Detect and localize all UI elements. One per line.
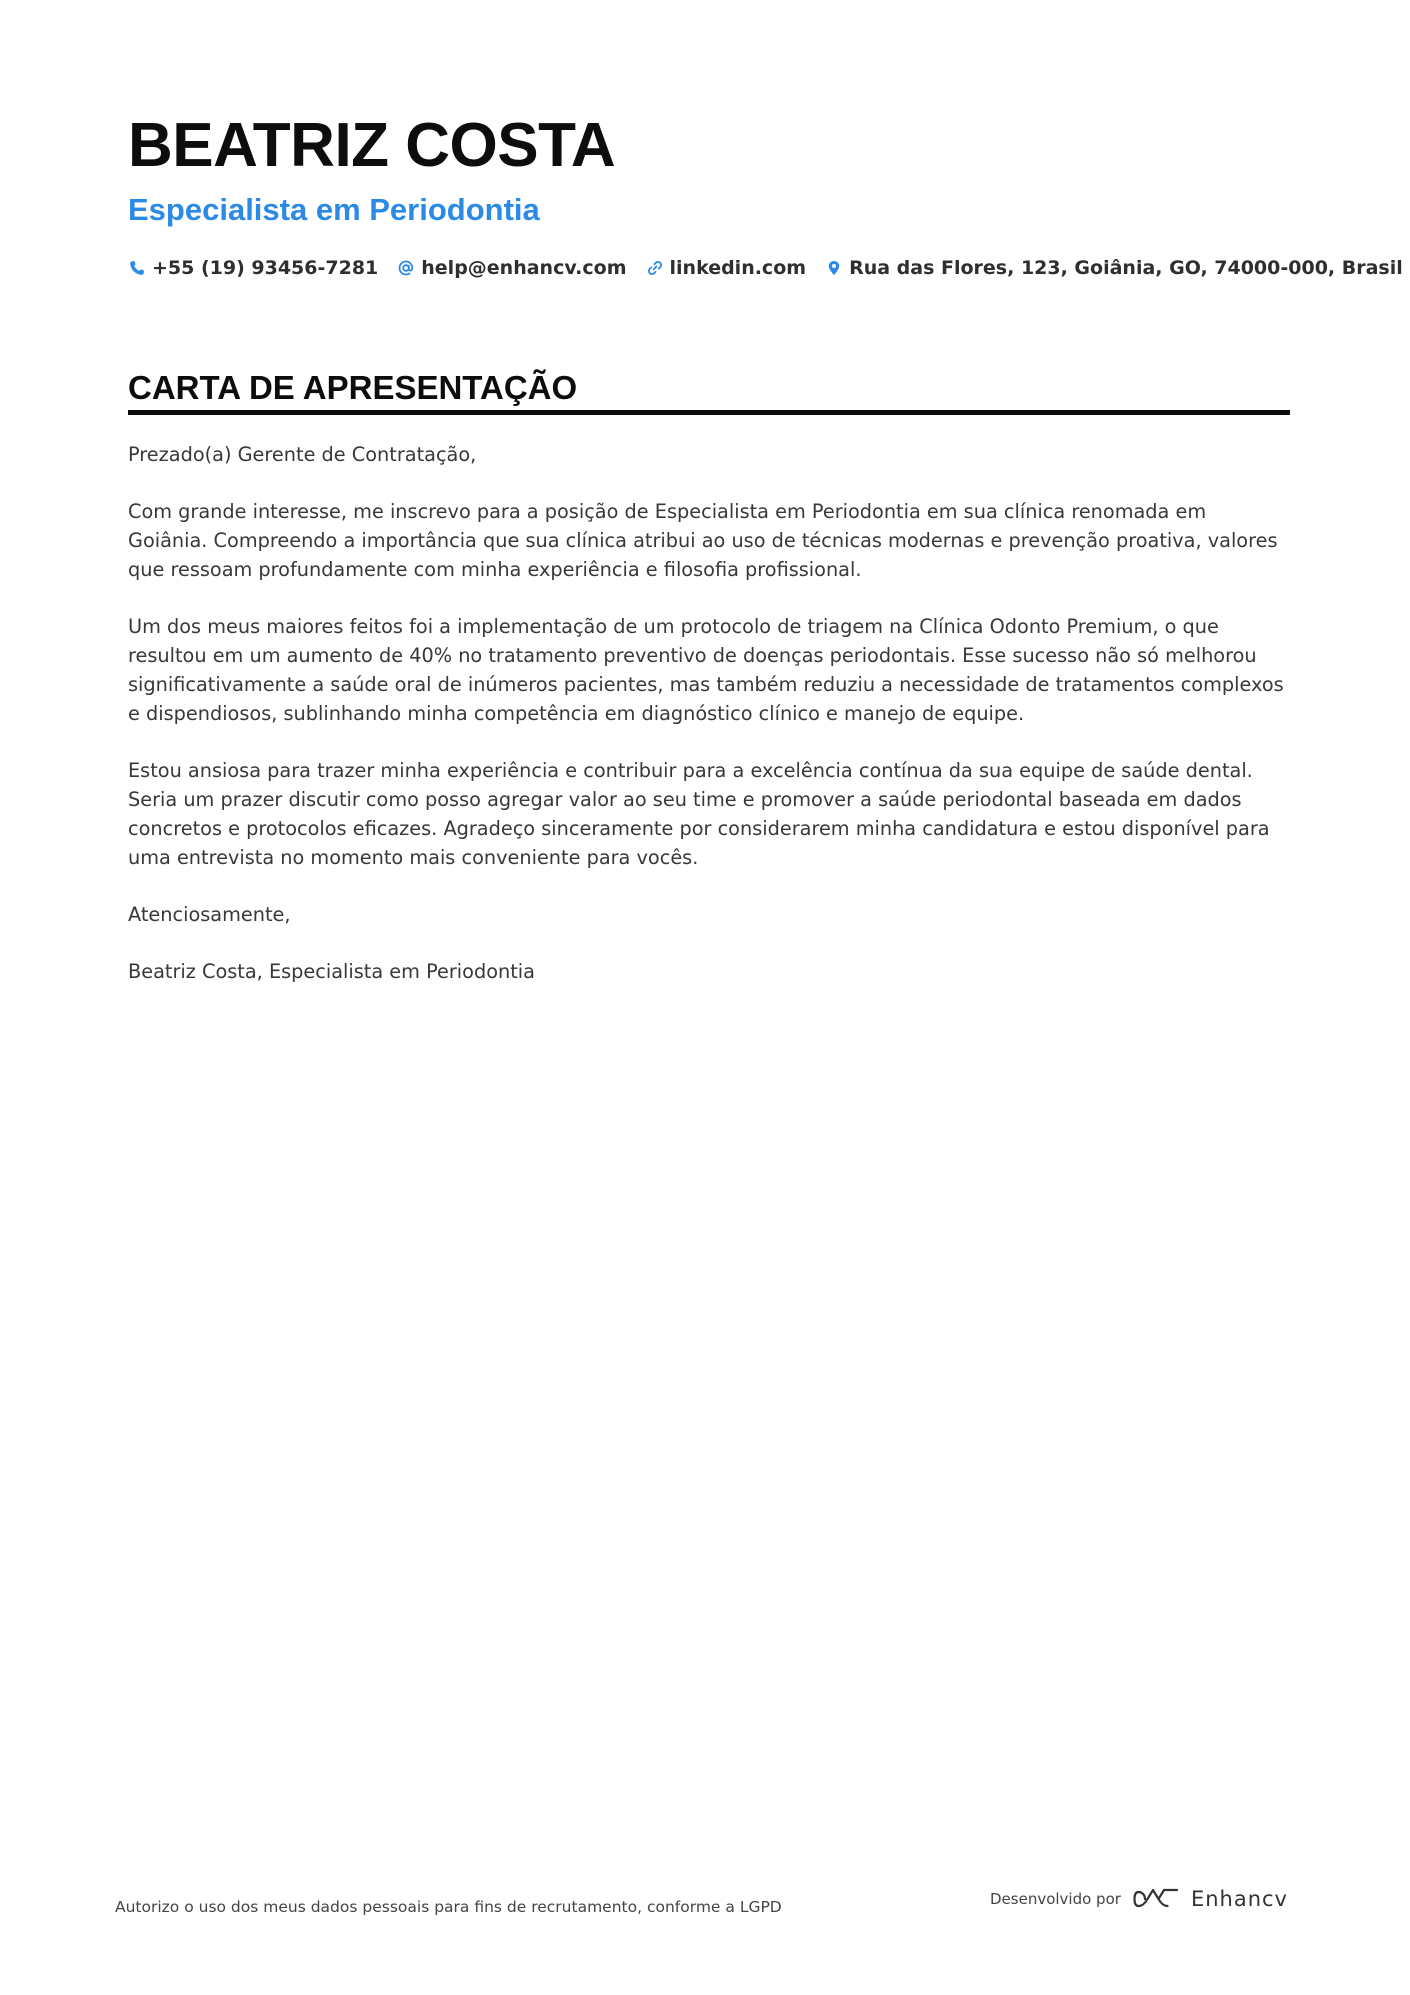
contact-address [825,254,1403,282]
enhancv-brand-name: Enhancv [1190,1887,1288,1911]
powered-by[interactable] [990,1886,1288,1912]
contact-address-text: Rua das Flores, 123, Goiânia, GO, 74000-000, Brasil [849,257,1403,279]
at-icon [397,259,415,277]
powered-by-label: Desenvolvido por [990,1890,1121,1908]
location-pin-icon [825,259,843,277]
letter-closing: Atenciosamente, [128,903,291,926]
section-divider [128,410,1290,415]
section-title: CARTA DE APRESENTAÇÃO [128,369,578,406]
letter-paragraph: Com grande interesse, me inscrevo para a posição de Especialista em Periodontia em sua clínica renomada em Goiânia. Compreendo a importância que sua clínica atribui ao uso de técnicas modernas e prevenção proativa, valores que ressoam profundamente com minha experiência e filosofia profissional. [128,500,1278,581]
contact-linkedin-text: linkedin.com [669,257,807,279]
letter-paragraph: Um dos meus maiores feitos foi a implementação de um protocolo de triagem na Clínica Odonto Premium, o que resultou em um aumento de 40% no tratamento preventivo de doenças periodontais. Esse sucesso não só melhorou significativamente a saúde oral de inúmeros pacientes, mas também reduziu a necessidade de tratamentos complexos e dispendiosos, sublinhando minha competência em diagnóstico clínico e manejo de equipe. [128,615,1284,725]
contact-phone[interactable] [128,254,378,282]
consent-note: Autorizo o uso dos meus dados pessoais para fins de recrutamento, conforme a LGPD [115,1898,782,1916]
link-icon [646,259,664,277]
candidate-name: BEATRIZ COSTA [128,111,616,180]
letter-greeting: Prezado(a) Gerente de Contratação, [128,443,477,466]
letter-body [128,440,1290,1014]
contact-bar [128,254,1403,282]
contact-email[interactable] [397,254,626,282]
phone-icon [128,259,146,277]
contact-phone-text: +55 (19) 93456-7281 [152,257,379,279]
letter-signature: Beatriz Costa, Especialista em Periodontia [128,960,535,983]
letter-paragraph: Estou ansiosa para trazer minha experiência e contribuir para a excelência contínua da sua equipe de saúde dental. Seria um prazer discutir como posso agregar valor ao seu time e promover a saúde periodontal baseada em dados concretos e protocolos eficazes. Agradeço sinceramente por considerarem minha candidatura e estou disponível para uma entrevista no momento mais conveniente para vocês. [128,759,1270,869]
candidate-role: Especialista em Periodontia [128,192,540,227]
contact-email-text: help@enhancv.com [421,257,627,279]
enhancv-logo-icon [1133,1886,1179,1912]
contact-linkedin[interactable] [646,254,807,282]
